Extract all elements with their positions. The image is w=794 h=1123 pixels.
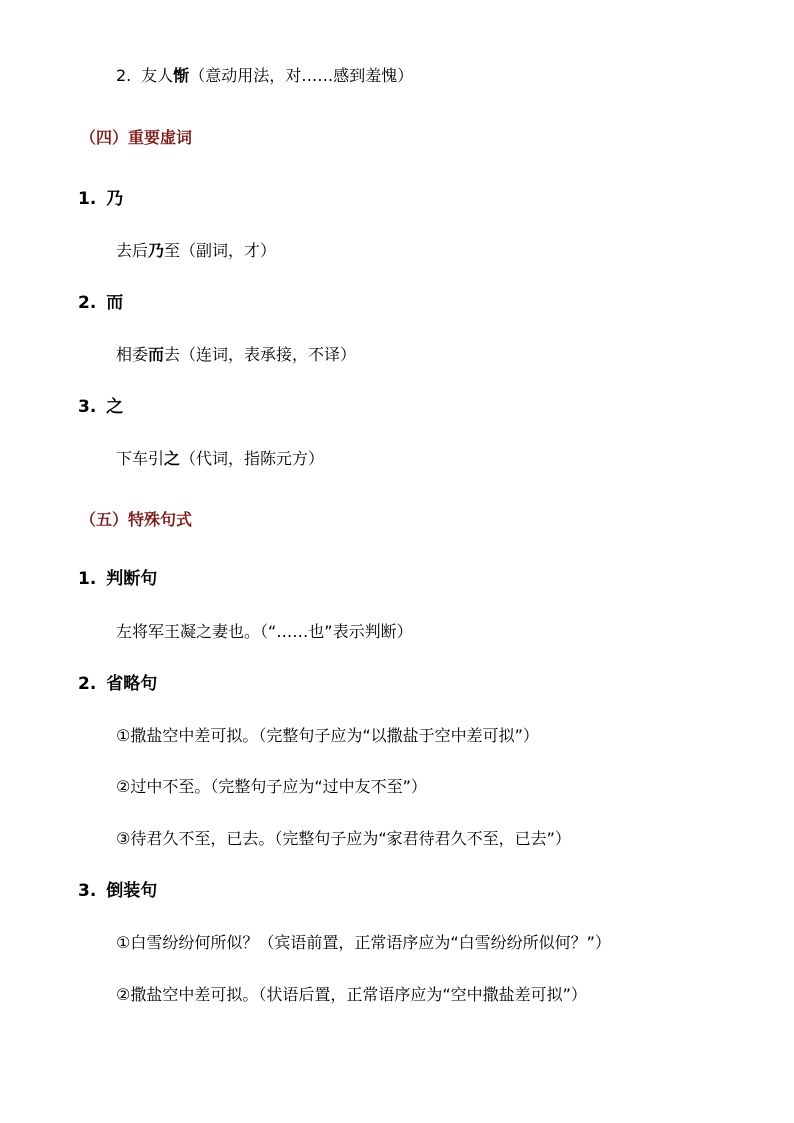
sentence-example: ①白雪纷纷何所似？（宾语前置，正常语序应为“白雪纷纷所似何？”） bbox=[116, 933, 611, 952]
example-note: （副词，才） bbox=[180, 241, 277, 260]
sentence-example: ②撒盐空中差可拟。（状语后置，正常语序应为“空中撒盐差可拟”） bbox=[116, 985, 587, 1004]
example-text: 去后 bbox=[116, 241, 149, 260]
function-word-heading-3 bbox=[78, 397, 123, 417]
example-text: 至 bbox=[164, 241, 181, 260]
item-number: 1. bbox=[78, 569, 97, 589]
top-item-highlight: 惭 bbox=[173, 66, 190, 85]
example-note: （代词，指陈元方） bbox=[180, 449, 325, 468]
item-number: 1. bbox=[78, 189, 97, 209]
function-word: 而 bbox=[106, 293, 124, 313]
item-number: 3. bbox=[78, 397, 97, 417]
example-text: 去 bbox=[164, 345, 181, 364]
sentence-example: 左将军王凝之妻也。（“……也”表示判断） bbox=[116, 622, 413, 641]
top-item-prefix: 友人 bbox=[141, 66, 174, 85]
sentence-type-title: 倒装句 bbox=[106, 881, 158, 901]
section-heading-function-words: （四）重要虚词 bbox=[80, 128, 193, 147]
item-number: 2. bbox=[78, 674, 97, 694]
function-word-example-3 bbox=[116, 449, 324, 469]
top-item bbox=[116, 66, 413, 86]
example-highlight: 乃 bbox=[148, 241, 165, 260]
example-highlight: 之 bbox=[164, 449, 181, 468]
sentence-type-heading-1 bbox=[78, 569, 157, 589]
function-word-example-2 bbox=[116, 345, 356, 365]
function-word-heading-1 bbox=[78, 189, 123, 209]
sentence-type-title: 判断句 bbox=[106, 569, 158, 589]
section-heading-special-sentences: （五）特殊句式 bbox=[80, 510, 193, 529]
function-word: 乃 bbox=[106, 189, 124, 209]
sentence-example: ①撒盐空中差可拟。（完整句子应为“以撒盐于空中差可拟”） bbox=[116, 726, 539, 745]
function-word-heading-2 bbox=[78, 293, 123, 313]
item-number: 3. bbox=[78, 881, 97, 901]
item-number: 2. bbox=[78, 293, 97, 313]
sentence-example: ②过中不至。（完整句子应为“过中友不至”） bbox=[116, 777, 427, 796]
sentence-type-heading-3 bbox=[78, 881, 157, 901]
sentence-type-heading-2 bbox=[78, 674, 157, 694]
example-highlight: 而 bbox=[148, 345, 165, 364]
example-text: 相委 bbox=[116, 345, 149, 364]
function-word: 之 bbox=[106, 397, 124, 417]
sentence-example: ③待君久不至，已去。（完整句子应为“家君待君久不至，已去”） bbox=[116, 829, 571, 848]
example-text: 下车引 bbox=[116, 449, 165, 468]
top-item-number: 2. bbox=[116, 66, 132, 85]
top-item-note: （意动用法，对……感到羞愧） bbox=[189, 66, 414, 85]
function-word-example-1 bbox=[116, 241, 276, 261]
example-note: （连词，表承接，不译） bbox=[180, 345, 357, 364]
sentence-type-title: 省略句 bbox=[106, 674, 158, 694]
